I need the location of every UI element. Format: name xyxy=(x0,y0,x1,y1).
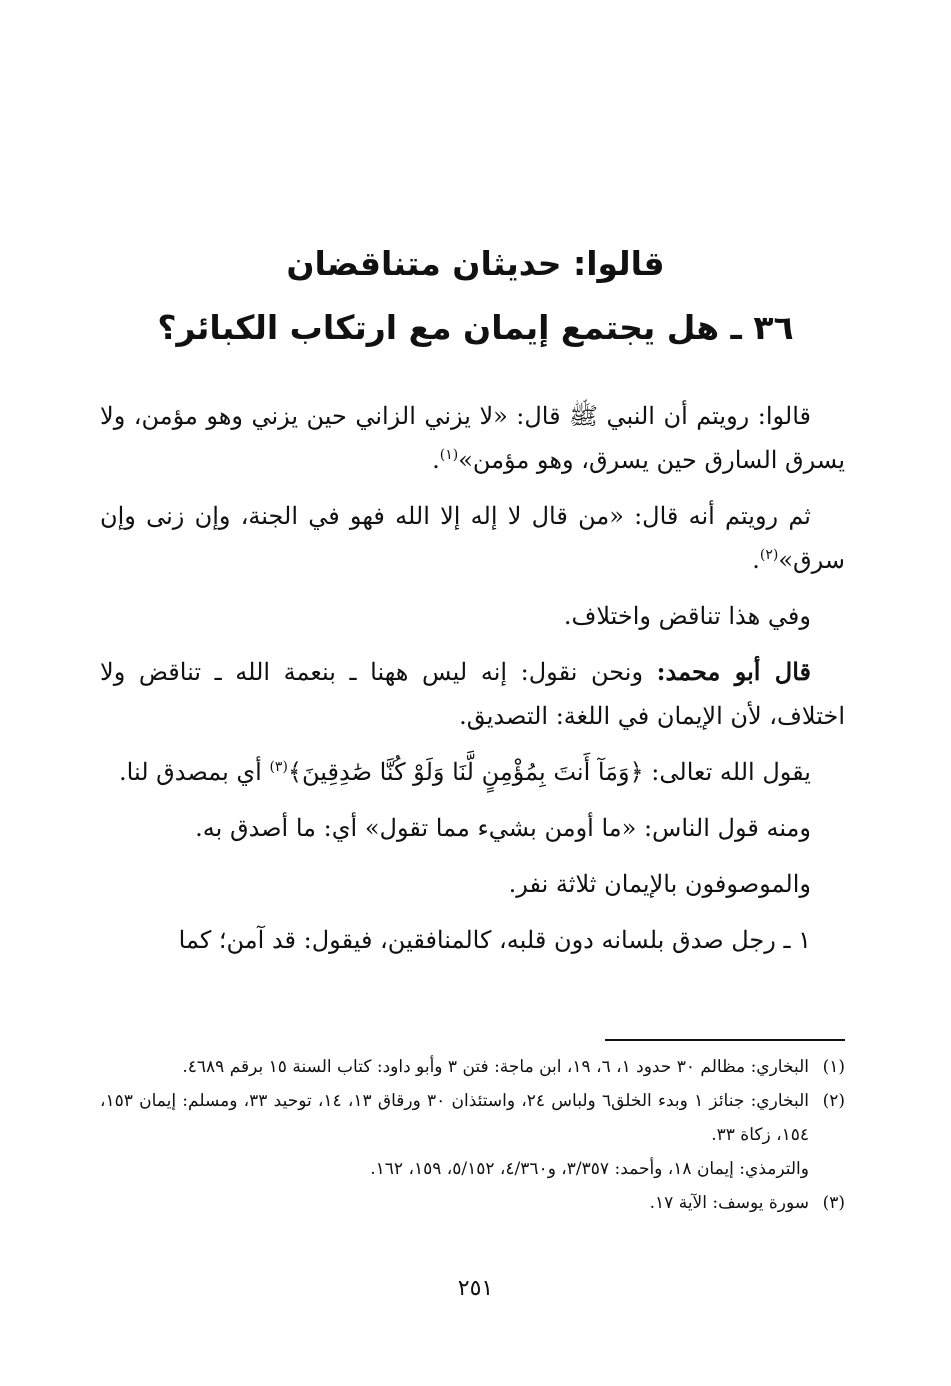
speaker-label: قال أبو محمد: xyxy=(656,657,812,686)
paragraph-3 xyxy=(100,594,845,638)
footnote-3 xyxy=(100,1186,845,1220)
footnote-1 xyxy=(100,1050,845,1084)
footnote-ref-3[interactable]: (٣) xyxy=(269,759,288,775)
paragraph-text: ومنه قول الناس: «ما أومن بشيء مما تقول» أي: ما أصدق به. xyxy=(195,814,811,842)
paragraph-4 xyxy=(100,650,845,738)
paragraph-tail: . xyxy=(752,546,760,574)
paragraph-text: قالوا: رويتم أن النبي ﷺ قال: «لا يزني الزاني حين يزني وهو مؤمن، ولا يسرق السارق حين يسرق، وهو مؤمن» xyxy=(100,402,845,474)
paragraph-6 xyxy=(100,806,845,850)
footnote-number: (١) xyxy=(822,1057,845,1077)
paragraph-8 xyxy=(100,918,845,962)
paragraph-2 xyxy=(100,494,845,582)
chapter-headings xyxy=(100,232,851,360)
footnote-ref-1[interactable]: (١) xyxy=(439,447,459,463)
paragraph-text: والموصوفون بالإيمان ثلاثة نفر. xyxy=(508,870,811,898)
footnote-number: (٢) xyxy=(822,1091,845,1111)
footnote-text: البخاري: مظالم ٣٠ حدود ١، ٦، ١٩، ابن ماجة: فتن ٣ وأبو داود: كتاب السنة ١٥ برقم ٤٦٨٩. xyxy=(182,1057,809,1077)
footnote-text: البخاري: جنائز ١ وبدء الخلق٦ ولباس ٢٤، واستئذان ٣٠ ورقاق ١٣، ١٤، توحيد ٣٣، ومسلم: إيمان ١٥٣، ١٥٤، زكاة ٣٣. xyxy=(100,1091,810,1145)
paragraph-tail: أي بمصدق لنا. xyxy=(119,758,270,786)
chapter-title: ٣٦ ـ هل يجتمع إيمان مع ارتكاب الكبائر؟ xyxy=(157,308,794,347)
paragraph-1 xyxy=(100,394,845,482)
paragraph-tail: . xyxy=(432,446,440,474)
quran-quote: يقول الله تعالى: ﴿وَمَآ أَنتَ بِمُؤْمِنٍ لَّنَا وَلَوْ كُنَّا صَٰدِقِينَ﴾ xyxy=(287,758,811,786)
paragraph-text: وفي هذا تناقض واختلاف. xyxy=(563,602,811,630)
paragraph-5 xyxy=(100,750,845,794)
footnotes xyxy=(100,1050,845,1220)
footnote-text: سورة يوسف: الآية ١٧. xyxy=(649,1193,809,1213)
paragraph-7 xyxy=(100,862,845,906)
paragraph-text: ونحن نقول: إنه ليس ههنا ـ بنعمة الله ـ تناقض ولا اختلاف، لأن الإيمان في اللغة: التصديق. xyxy=(100,658,845,730)
paragraph-text: ١ ـ رجل صدق بلسانه دون قلبه، كالمنافقين، فيقول: قد آمن؛ كما xyxy=(178,926,811,954)
footnote-number: (٣) xyxy=(822,1193,845,1213)
paragraph-text: ثم رويتم أنه قال: «من قال لا إله إلا الله فهو في الجنة، وإن زنى وإن سرق» xyxy=(100,502,845,574)
section-title: قالوا: حديثان متناقضان xyxy=(286,244,665,283)
footnote-text-continued: والترمذي: إيمان ١٨، وأحمد: ٣/٣٥٧، و٤/٣٦٠، ٥/١٥٢، ١٥٩، ١٦٢. xyxy=(370,1159,809,1179)
page-number: ٢٥١ xyxy=(457,1276,494,1301)
footnote-ref-2[interactable]: (٢) xyxy=(759,547,779,563)
footnote-2 xyxy=(100,1084,845,1186)
footnote-divider xyxy=(605,1039,845,1041)
body-text xyxy=(100,394,845,974)
